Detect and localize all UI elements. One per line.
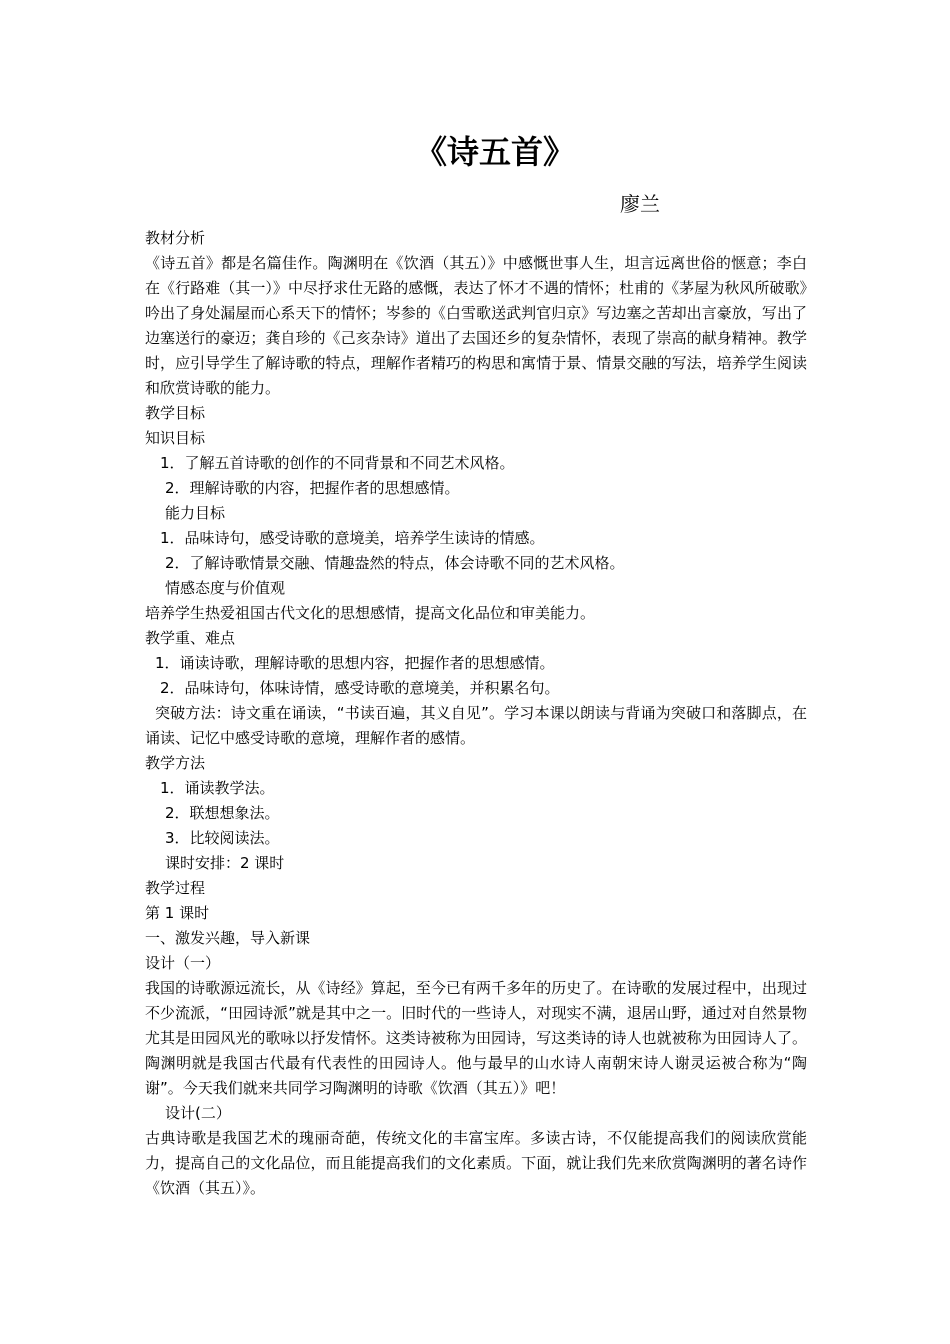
document-author: 廖兰: [620, 192, 660, 216]
list-item-method-3: 3．比较阅读法。: [165, 829, 280, 847]
paragraph-design-1: 我国的诗歌源远流长，从《诗经》算起，至今已有两千多年的历史了。在诗歌的发展过程中，出现过不少流派，“田园诗派”就是其中之一。旧时代的一些诗人，对现实不满，退居山野，通过对自然景物尤其是田园风光的歌咏以抒发情怀。这类诗被称为田园诗，写这类诗的诗人也就被称为田园诗人了。陶渊明就是我国古代最有代表性的田园诗人。他与最早的山水诗人南朝宋诗人谢灵运被合称为“陶谢”。今天我们就来共同学习陶渊明的诗歌《饮酒（其五）》吧！: [145, 979, 807, 1097]
paragraph-design-2: 古典诗歌是我国艺术的瑰丽奇葩，传统文化的丰富宝库。多读古诗，不仅能提高我们的阅读欣赏能力，提高自己的文化品位，而且能提高我们的文化素质。下面，就让我们先来欣赏陶渊明的著名诗作《饮酒（其五）》。: [145, 1129, 807, 1197]
heading-knowledge-goals: 知识目标: [145, 429, 206, 447]
list-item-keypoint-1: 1．诵读诗歌，理解诗歌的思想内容，把握作者的思想感情。: [155, 654, 555, 672]
heading-key-difficult-points: 教学重、难点: [145, 629, 236, 647]
list-item-method-1: 1．诵读教学法。: [160, 779, 275, 797]
class-schedule: 课时安排：2 课时: [165, 854, 285, 872]
document-body: [145, 226, 807, 1201]
list-item-ability-2: 2．了解诗歌情景交融、情趣盎然的特点，体会诗歌不同的艺术风格。: [165, 554, 625, 572]
paragraph-breakthrough-method: 突破方法：诗文重在诵读，“书读百遍，其义自见”。学习本课以朗读与背诵为突破口和落脚点，在诵读、记忆中感受诗歌的意境，理解作者的感情。: [145, 704, 807, 747]
heading-teaching-goals: 教学目标: [145, 404, 206, 422]
document-title: 《诗五首》: [414, 133, 575, 171]
paragraph-emotion-values: 培养学生热爱祖国古代文化的思想感情，提高文化品位和审美能力。: [145, 604, 596, 622]
heading-teaching-process: 教学过程: [145, 879, 206, 897]
paragraph-textbook-analysis: 《诗五首》都是名篇佳作。陶渊明在《饮酒（其五）》中感慨世事人生，坦言远离世俗的惬意；李白在《行路难（其一）》中尽抒求仕无路的感慨，表达了怀才不遇的情怀；杜甫的《茅屋为秋风所破歌》吟出了身处漏屋而心系天下的情怀；岑参的《白雪歌送武判官归京》写边塞之苦却出言豪放，写出了边塞送行的豪迈；龚自珍的《己亥杂诗》道出了去国还乡的复杂情怀，表现了崇高的献身精神。教学时，应引导学生了解诗歌的特点，理解作者精巧的构思和寓情于景、情景交融的写法，培养学生阅读和欣赏诗歌的能力。: [145, 254, 807, 397]
heading-emotion-values: 情感态度与价值观: [165, 579, 286, 597]
heading-lesson-1: 第 1 课时: [145, 904, 210, 922]
heading-textbook-analysis: 教材分析: [145, 229, 206, 247]
list-item-method-2: 2．联想想象法。: [165, 804, 280, 822]
list-item-keypoint-2: 2．品味诗句，体味诗情，感受诗歌的意境美，并积累名句。: [160, 679, 560, 697]
heading-design-1: 设计（一）: [145, 954, 221, 972]
list-item-ability-1: 1．品味诗句，感受诗歌的意境美，培养学生读诗的情感。: [160, 529, 545, 547]
heading-ability-goals: 能力目标: [165, 504, 226, 522]
heading-teaching-methods: 教学方法: [145, 754, 206, 772]
heading-design-2: 设计(二）: [165, 1104, 231, 1122]
list-item-knowledge-1: 1．了解五首诗歌的创作的不同背景和不同艺术风格。: [160, 454, 515, 472]
list-item-knowledge-2: 2．理解诗歌的内容，把握作者的思想感情。: [165, 479, 460, 497]
heading-section-1: 一、激发兴趣，导入新课: [145, 929, 311, 947]
